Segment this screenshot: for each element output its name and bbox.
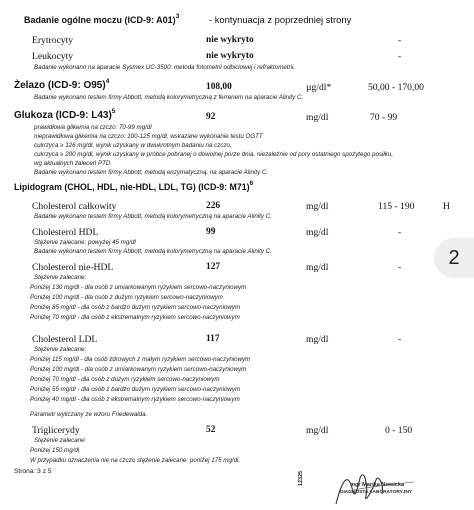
row-unit: mg/dl	[306, 334, 329, 345]
note-line: Poniżej 100 mg/dl - dla osób z umiarkowanym ryzykiem sercowo-naczyniowym	[30, 366, 247, 373]
method-note: Badanie wykonano testem firmy Abbott, metodą kolorymetryczną na aparacie Alinity C.	[34, 213, 272, 220]
note-line: cukrzyca ≥ 200 mg/dl, wynik uzyskany w próbce pobranej o dowolnej porze dnia, niezależnie od pory ostatniego spożytego posiłku,	[34, 151, 394, 158]
signature-stamp	[294, 466, 464, 506]
row-unit: mg/dl	[306, 425, 329, 436]
note-line: Poniżej 40 mg/dl - dla osób z ekstremalnym ryzykiem sercowo-naczyniowym	[30, 396, 240, 403]
high-flag: H	[443, 201, 450, 212]
note-line: W przypadku oznaczenia nie na czczo stężenie zalecane: poniżej 175 mg/dl.	[30, 457, 241, 464]
method-note: Badanie wykonano testem firmy Abbott, metodą kolorymetryczną z ferrenem na aparacie Alinity C.	[34, 94, 304, 101]
method-note: Badanie wykonano na aparacie Sysmex UC-3500: metoda fotometrii odbiciowej i refraktometrii.	[34, 64, 296, 71]
row-value: 117	[206, 334, 220, 344]
glucose-range: 70 - 99	[370, 112, 398, 123]
page-number: Strona: 3 z 5	[14, 468, 52, 475]
note-line: Stężenie zalecane: powyżej 45 mg/dl	[34, 239, 136, 246]
note-line: Poniżej 55 mg/dl - dla osób z bardzo dużym ryzykiem sercowo-naczyniowym	[30, 386, 241, 393]
note-line: Poniżej 100 mg/dl - dla osób z dużym ryzykiem sercowo-naczyniowym	[30, 294, 223, 301]
note-line: Poniżej 70 mg/dl - dla osób z dużym ryzykiem sercowo-naczyniowym	[30, 376, 220, 383]
row-range: 0 - 150	[385, 425, 413, 436]
row-value: nie wykryto	[206, 51, 254, 61]
row-value: 52	[206, 425, 216, 435]
note-line: Parametr wyliczany ze wzoru Friedewalda.	[30, 411, 148, 418]
row-name: Cholesterol HDL	[32, 227, 99, 238]
note-line: wg aktualnych zaleceń PTD.	[34, 160, 113, 167]
row-dash: -	[398, 262, 402, 273]
row-dash: -	[398, 227, 402, 238]
note-line: Stężenie zalecane:	[34, 437, 87, 444]
note-line: nieprawidłowa glikemia na czczo: 100-125 mg/dl, wskazane wykonanie testu OGTT	[34, 133, 263, 140]
row-name: Erytrocyty	[32, 35, 74, 46]
row-dash: -	[398, 334, 402, 345]
row-dash: -	[398, 51, 402, 62]
method-note: Badanie wykonano testem firmy Abbott, metodą kolorymetryczną na aparacie Alinity C.	[34, 248, 272, 255]
glucose-unit: mg/dl	[306, 112, 329, 123]
stamp-subtitle: DIAGNOSTA LABORATORYJNY	[340, 490, 413, 495]
note-line: cukrzyca ≥ 126 mg/dl, wynik uzyskany w dwukrotnym badaniu na czczo,	[34, 142, 232, 149]
note-line: Poniżej 70 mg/dl - dla osób z ekstremalnym ryzykiem sercowo-naczyniowym	[30, 314, 240, 321]
row-name: Cholesterol LDL	[32, 334, 98, 345]
continuation-text: - kontynuacja z poprzedniej strony	[209, 14, 352, 25]
iron-value: 108,00	[206, 82, 232, 92]
section-title-urine: Badanie ogólne moczu (ICD-9: A01)$^3$	[24, 13, 180, 25]
row-unit: mg/dl	[306, 201, 329, 212]
method-note: Badanie wykonano testem firmy Abbott, metodą enzymatyczną, na aparacie Alinity C.	[34, 169, 269, 176]
page-badge: 2	[434, 238, 474, 278]
row-value: 99	[206, 227, 216, 237]
note-line: Poniżej 115 mg/dl - dla osób zdrowych z małym ryzykiem sercowo-naczyniowym	[30, 356, 251, 363]
row-name: Cholesterol całkowity	[32, 201, 117, 212]
note-line: Poniżej 130 mg/dl - dla osób z umiarkowanym ryzykiem sercowo-naczyniowym	[30, 284, 247, 291]
row-value: nie wykryto	[206, 35, 254, 45]
row-name: Leukocyty	[32, 51, 74, 62]
note-line: prawidłowa glikemia na czczo: 70-99 mg/dl	[34, 124, 152, 131]
row-name: Triglicerydy	[32, 425, 80, 436]
note-line: Stężenie zalecane:	[34, 274, 87, 281]
row-value: 127	[206, 262, 221, 272]
iron-range: 50,00 - 170,00	[368, 82, 424, 93]
row-name: Cholesterol nie-HDL	[32, 262, 114, 273]
row-unit: mg/dl	[306, 227, 329, 238]
stamp-title: mgr Marika Nowicka	[350, 482, 405, 488]
note-line: Poniżej 85 mg/dl - dla osób z bardzo dużym ryzykiem sercowo-naczyniowym	[30, 304, 241, 311]
stamp-number: 12325	[298, 471, 304, 486]
row-value: 226	[206, 201, 221, 211]
row-unit: mg/dl	[306, 262, 329, 273]
section-title-glucose: Glukoza (ICD-9: L43)$^5$	[14, 107, 116, 121]
row-range: 115 - 190	[378, 201, 415, 212]
row-dash: -	[398, 35, 402, 46]
iron-unit: µg/dl*	[306, 82, 332, 93]
note-line: Poniżej 150 mg/dl	[30, 447, 80, 454]
section-title-lipid: Lipidogram (CHOL, HDL, nie-HDL, LDL, TG) (ICD-9: M71)$^6$	[14, 180, 254, 192]
section-title-iron: Żelazo (ICD-9: O95)$^4$	[14, 77, 110, 91]
glucose-value: 92	[206, 112, 216, 122]
note-line: Stężenie zalecane:	[34, 346, 87, 353]
